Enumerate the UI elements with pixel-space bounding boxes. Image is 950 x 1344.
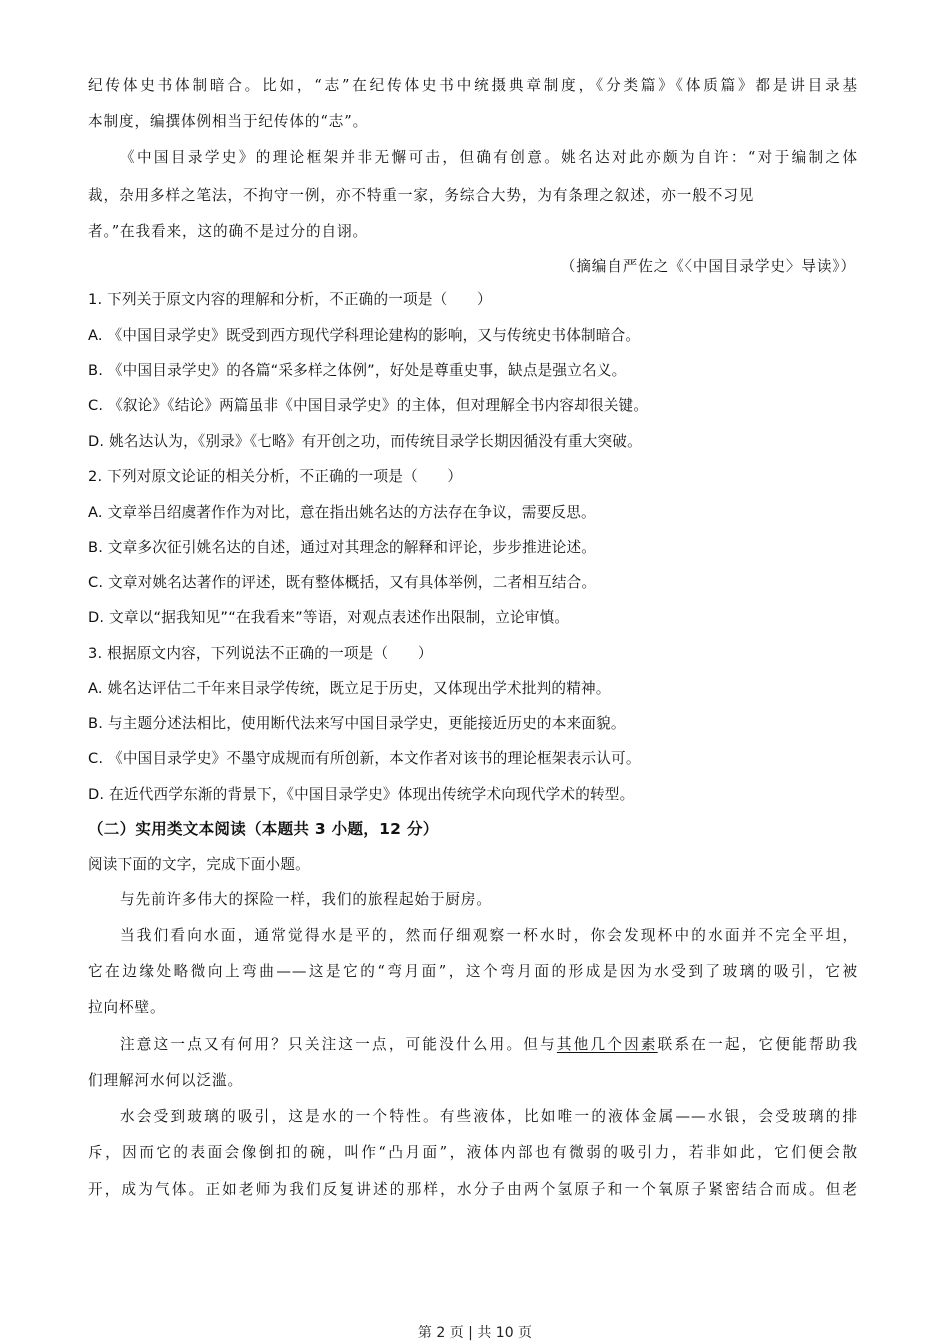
passage-line: 者。”在我看来，这的确不是过分的自诩。 bbox=[88, 223, 368, 240]
passage-line: 当我们看向水面，通常觉得水是平的，然而仔细观察一杯水时，你会发现杯中的水面并不完全平坦， bbox=[120, 927, 858, 944]
question-option: B. 与主题分述法相比，使用断代法来写中国目录学史，更能接近历史的本来面貌。 bbox=[88, 715, 626, 732]
question-option: B. 《中国目录学史》的各篇“采多样之体例”，好处是尊重史事，缺点是强立名义。 bbox=[88, 362, 627, 379]
question-option: D. 文章以“据我知见”“在我看来”等语，对观点表述作出限制，立论审慎。 bbox=[88, 609, 570, 626]
question-stem: 1. 下列关于原文内容的理解和分析，不正确的一项是（ ） bbox=[88, 291, 492, 308]
passage-line: 们理解河水何以泛滥。 bbox=[88, 1072, 243, 1089]
source-attribution: （摘编自严佐之《〈中国目录学史〉导读》） bbox=[560, 258, 856, 275]
passage-line bbox=[120, 1035, 858, 1055]
question-option: C. 文章对姚名达著作的评述，既有整体概括，又有具体举例，二者相互结合。 bbox=[88, 574, 597, 591]
section-heading: （二）实用类文本阅读（本题共 3 小题，12 分） bbox=[88, 820, 439, 838]
passage-line: 纪传体史书体制暗合。比如，“志”在纪传体史书中统摄典章制度，《分类篇》《体质篇》都是讲目录基 bbox=[88, 77, 858, 94]
passage-line: 它在边缘处略微向上弯曲——这是它的“弯月面”，这个弯月面的形成是因为水受到了玻璃的吸引，它被 bbox=[88, 963, 858, 980]
page-number: 第 2 页 | 共 10 页 bbox=[417, 1325, 533, 1341]
question-option: A. 文章举吕绍虞著作作为对比，意在指出姚名达的方法存在争议，需要反思。 bbox=[88, 504, 596, 521]
question-option: A. 姚名达评估二千年来目录学传统，既立足于历史，又体现出学术批判的精神。 bbox=[88, 680, 611, 697]
passage-line: 《中国目录学史》的理论框架并非无懈可击，但确有创意。姚名达对此亦颇为自许：“对于编制之体 bbox=[120, 149, 858, 166]
passage-line: 开，成为气体。正如老师为我们反复讲述的那样，水分子由两个氢原子和一个氧原子紧密结合而成。但老 bbox=[88, 1181, 858, 1198]
text-segment: 联系在一起，它便能帮助我 bbox=[657, 1036, 858, 1053]
question-option: D. 在近代西学东渐的背景下，《中国目录学史》体现出传统学术向现代学术的转型。 bbox=[88, 786, 635, 803]
passage-line: 拉向杯壁。 bbox=[88, 999, 166, 1016]
underlined-phrase: 其他几个因素 bbox=[556, 1036, 658, 1053]
passage-line: 水会受到玻璃的吸引，这是水的一个特性。有些液体，比如唯一的液体金属——水银，会受玻璃的排 bbox=[120, 1108, 858, 1125]
passage-line: 与先前许多伟大的探险一样，我们的旅程起始于厨房。 bbox=[120, 891, 492, 908]
question-option: A. 《中国目录学史》既受到西方现代学科理论建构的影响，又与传统史书体制暗合。 bbox=[88, 327, 641, 344]
question-option: C. 《中国目录学史》不墨守成规而有所创新，本文作者对该书的理论框架表示认可。 bbox=[88, 750, 641, 767]
question-option: D. 姚名达认为，《别录》《七略》有开创之功，而传统目录学长期因循没有重大突破。 bbox=[88, 433, 642, 450]
question-stem: 3. 根据原文内容，下列说法不正确的一项是（ ） bbox=[88, 645, 433, 662]
text-segment: 注意这一点又有何用？只关注这一点，可能没什么用。但与 bbox=[120, 1036, 557, 1053]
passage-line: 本制度，编撰体例相当于纪传体的“志”。 bbox=[88, 113, 369, 130]
question-option: C. 《叙论》《结论》两篇虽非《中国目录学史》的主体，但对理解全书内容却很关键。 bbox=[88, 397, 649, 414]
passage-line: 斥，因而它的表面会像倒扣的碗，叫作“凸月面”，液体内部也有微弱的吸引力，若非如此，它们便会散 bbox=[88, 1144, 858, 1161]
section-instruction: 阅读下面的文字，完成下面小题。 bbox=[88, 856, 310, 873]
question-stem: 2. 下列对原文论证的相关分析，不正确的一项是（ ） bbox=[88, 468, 463, 485]
question-option: B. 文章多次征引姚名达的自述，通过对其理念的解释和评论，步步推进论述。 bbox=[88, 539, 597, 556]
passage-line: 裁，杂用多样之笔法，不拘守一例，亦不特重一家，务综合大势，为有条理之叙述，亦一般不习见 bbox=[88, 187, 755, 204]
